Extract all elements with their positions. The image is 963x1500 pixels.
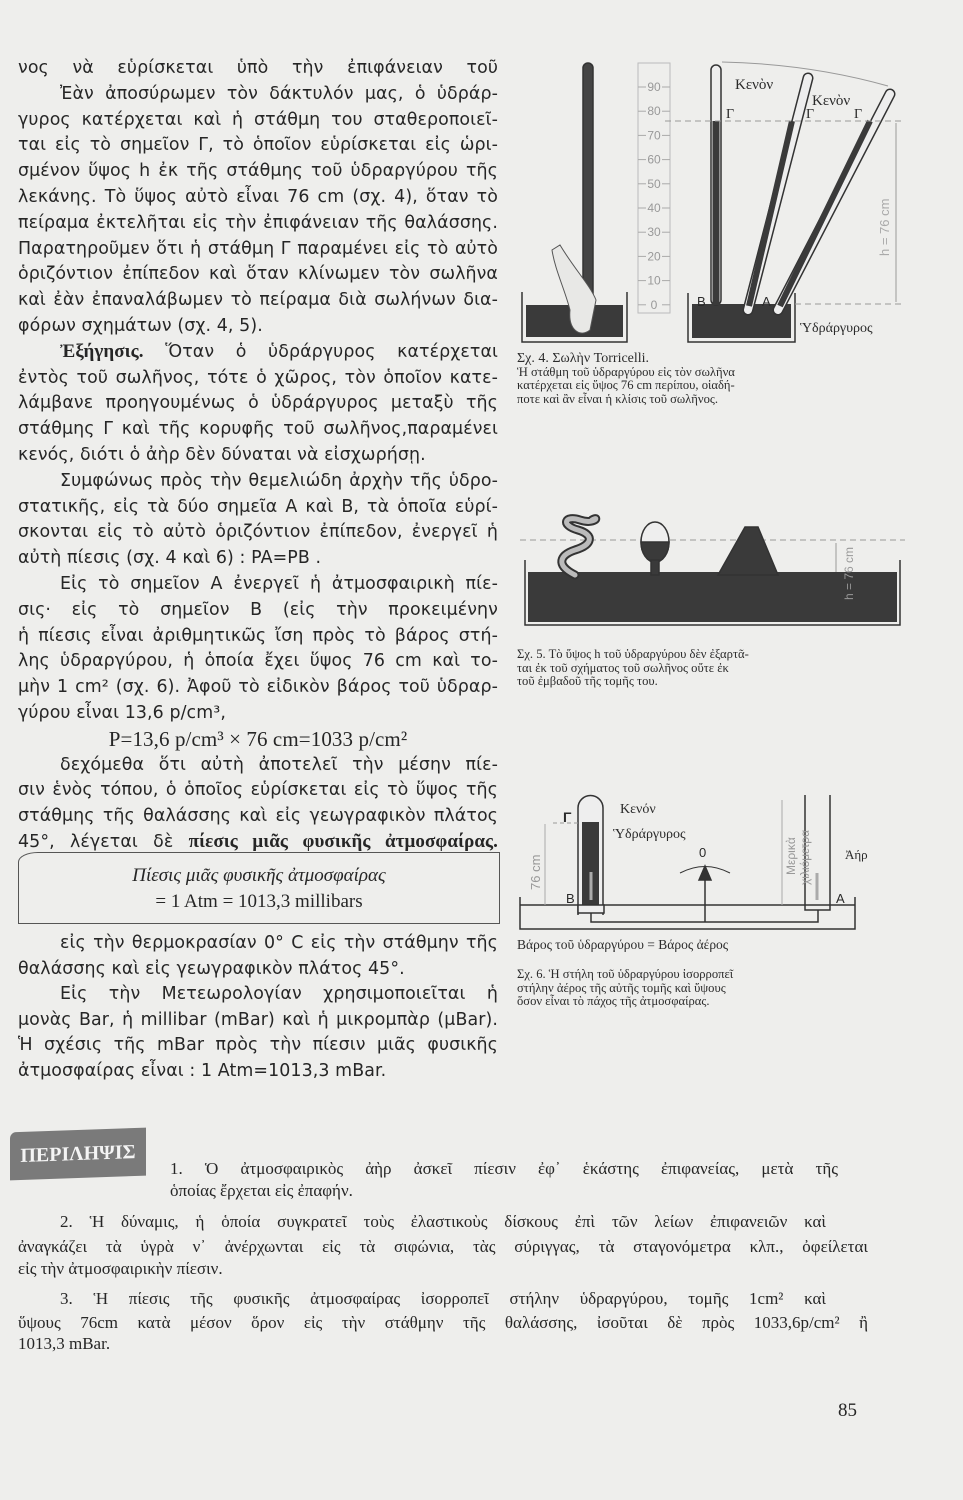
scale-label: 10 — [647, 273, 661, 288]
fig4-height-label: h = 76 cm — [877, 198, 892, 256]
scale-label: 60 — [647, 152, 661, 167]
fig6-gamma-label: Γ — [563, 809, 572, 825]
text-line: γυρος κατέρχεται καὶ ἡ στάθμη του σταθεροποιεῖ- — [18, 109, 498, 130]
text-line: Παρατηροῦμεν ὅτι ἡ στάθμη Γ παραμένει εἰς τὸ αὐτὸ — [18, 238, 498, 259]
summary-line: ὁποίας ἔρχεται εἰς ἐπαφήν. — [170, 1181, 353, 1200]
fig4-caption-title: Σχ. 4. Σωλὴν Torricelli. — [517, 351, 650, 366]
text-line: στατικῆς, εἰς τὰ δύο σημεῖα Α καὶ Β, τὰ ὁποῖα εὑρί- — [18, 496, 498, 517]
text-line: Ἐὰν ἀποσύρωμεν τὸν δάκτυλόν μας, ὁ ὑδράρ- — [60, 83, 498, 104]
text-line: δεχόμεθα ὅτι αὐτὴ ἀποτελεῖ τὴν μέσην πίε- — [60, 754, 498, 775]
text-line: P=13,6 p/cm³ × 76 cm=1033 p/cm² — [108, 726, 408, 751]
fig6-zero-label: 0 — [699, 845, 707, 860]
summary-line: 1013,3 mBar. — [18, 1334, 111, 1353]
summary-line: ἀναγκάζει τὰ ὑγρὰ ν᾽ ἀνέρχωνται εἰς τὰ σιφώνια, τὰς σύριγγας, τὰ σταγονόμετρα κλπ., ὀφείλεται — [18, 1237, 868, 1256]
text-line: σις· εἰς τὸ σημεῖον Β (εἰς τὴν προκειμένην — [18, 599, 498, 620]
text-line: στάθμης Γ καὶ τῆς κορυφῆς τοῦ σωλῆνος,παραμένει — [18, 419, 498, 440]
fig6-point-b: B — [566, 891, 575, 906]
text-line: ὁριζόντιον ἐπίπεδον καὶ ὅταν κλίνωμεν τὸν σωλῆνα — [18, 264, 498, 285]
fig4-mercury-label: Ὑδράργυρος — [800, 321, 873, 336]
summary-line: 3. Ἡ πίεσις τῆς φυσικῆς ἀτμοσφαίρας ἰσορροπεῖ στήλην ὑδραργύρου, τομῆς 1cm² καὶ — [60, 1289, 826, 1308]
summary-line: 1. Ὁ ἀτμοσφαιρικὸς ἀὴρ ἀσκεῖ πίεσιν ἐφ᾽ ἑκάστης ἐπιφανείας, μετὰ τῆς — [170, 1159, 838, 1178]
text-line: λης ὑδραργύρου, ἡ ὁποία ἔχει ὕψος 76 cm καὶ το- — [18, 651, 498, 672]
scale-label: 70 — [647, 128, 661, 143]
text-line: Ἡ σχέσις τῆς mBar πρὸς τὴν πίεσιν μιᾶς φυσικῆς — [18, 1035, 498, 1056]
fig6-vacuum-label: Κενόν — [620, 802, 656, 817]
fig6-equation: Βάρος τοῦ ὑδραργύρου = Βάρος ἀέρος — [517, 937, 729, 952]
fig4-gamma-label: Γ — [726, 107, 735, 122]
scale-label: 90 — [647, 80, 661, 94]
text-line: ται εἰς τὸ σημεῖον Γ, τὸ ὁποῖον εὑρίσκεται εἰς ὡρι- — [18, 135, 498, 156]
text-line: Συμφώνως πρὸς τὴν θεμελιώδη ἀρχὴν τῆς ὑδρο- — [60, 470, 498, 491]
summary-line: 2. Ἡ δύναμις, ἡ ὁποία συγκρατεῖ τοὺς ἐλαστικοὺς δίσκους ἐπὶ τῶν λείων ἐπιφανειῶν καὶ — [60, 1212, 826, 1231]
page-number: 85 — [838, 1400, 857, 1421]
bold-term: πίεσις μιᾶς φυσικῆς ἀτμοσφαίρας. — [188, 831, 498, 852]
text-line: Εἰς τὴν Μετεωρολογίαν χρησιμοποιεῖται ἡ — [60, 984, 498, 1005]
text-segment: 45°, λέγεται δὲ — [18, 832, 189, 852]
text-line: ἀτμοσφαίρας εἶναι : 1 Atm=1013,3 mBar. — [18, 1061, 387, 1081]
fig4-vacuum-label-1: Κενὸν — [735, 77, 774, 93]
fig6-height-label: 76 cm — [528, 854, 543, 890]
text-line: στάθμης τῆς θαλάσσης καὶ εἰς γεωγραφικὸν πλάτος — [18, 806, 498, 827]
fig6-km-label-2: χιλιόμετρα — [798, 829, 812, 885]
fig4-point-b: B — [697, 294, 706, 309]
fig6-mercury-label: Ὑδράργυρος — [613, 827, 686, 842]
fig6-air-label: Ἀήρ — [845, 847, 868, 862]
fig4-caption-line: κατέρχεται εἰς ὕψος 76 cm περίπου, οἱαδή- — [517, 378, 735, 392]
fig4-vacuum-label-2: Κενὸν — [812, 93, 851, 109]
fig5-height-label: h = 76 cm — [842, 546, 856, 600]
text-line: αὐτὴ πίεσις (σχ. 4 καὶ 6) : PA=PB . — [18, 548, 322, 569]
fig4-caption-line: ποτε καὶ ἂν εἶναι ἡ κλίσις τοῦ σωλῆνος. — [517, 391, 718, 406]
text-line: εἰς τὴν θερμοκρασίαν 0° C εἰς τὴν στάθμην τῆς — [60, 933, 498, 953]
fig6-caption-line: στήλην ἀέρος τῆς αὐτῆς τομῆς καὶ ὕψους — [517, 980, 726, 995]
scale-label: 0 — [650, 297, 658, 312]
fig5-caption-line: τοῦ ἐμβαδοῦ τῆς τομῆς του. — [517, 674, 658, 688]
fig6-caption-line: ὅσον εἶναι τὸ πάχος τῆς ἀτμοσφαίρας. — [517, 994, 710, 1008]
text-line: μὴν 1 cm² (σχ. 6). Ἀφοῦ τὸ εἰδικὸν βάρος τοῦ ὑδραρ- — [18, 677, 498, 698]
text-line: μονὰς Bar, ἡ millibar (mBar) καὶ ἡ μικρομπὰρ (μBar). — [18, 1009, 498, 1030]
fig4-gamma-label: Γ — [854, 107, 863, 122]
text-line: ἡ πίεσις εἶναι ἀριθμητικῶς ἴση πρὸς τὸ βάρος στή- — [18, 625, 498, 646]
fig6-km-label-1: Μερικὰ — [784, 837, 798, 875]
text-line: ἐντὸς τοῦ σωλῆνος, τότε ὁ χῶρος, τὸν ὁποῖον κατε- — [18, 367, 498, 388]
text-line: κενός, διότι ὁ ἀὴρ δὲν δύναται νὰ εἰσχωρήσῃ. — [18, 445, 426, 465]
text-line: Εἰς τὸ σημεῖον Α ἐνεργεῖ ἡ ἀτμοσφαιρικὴ πίε- — [60, 574, 498, 594]
text-line: γύρου εἶναι 13,6 p/cm³, — [18, 703, 226, 723]
scale-label: 80 — [647, 104, 661, 119]
text-line: σιν ἑνὸς τόπου, ὁ ὁποῖος εὑρίσκεται εἰς τὸ ὕψος τῆς — [18, 780, 498, 801]
fig4-gamma-label: Γ — [806, 107, 815, 122]
scale-label: 40 — [647, 201, 661, 215]
text-line: λάμβανε προηγουμένως ὁ ὑδράργυρος μεταξὺ τῆς — [18, 393, 498, 414]
text-line: σκονται εἰς τὸ αὐτὸ ὁριζόντιον ἐπίπεδον, ἐνεργεῖ ἡ — [18, 522, 498, 543]
summary-line: ὕψους 76cm κατὰ μέσον ὅρον εἰς τὴν στάθμην τῆς θαλάσσης, ἰσοῦται δὲ πρὸς 1033,6p/cm² ἢ — [18, 1313, 868, 1332]
bold-term: Ἐξήγησις. — [60, 340, 144, 362]
text-line: λεκάνης. Τὸ ὕψος αὐτὸ εἶναι 76 cm (σχ. 4), ὅταν τὸ — [18, 187, 498, 207]
fig4-caption — [517, 352, 735, 406]
fig5-caption-line: Σχ. 5. Τὸ ὕψος h τοῦ ὑδραργύρου δὲν ἐξαρτᾶ- — [517, 647, 749, 661]
text-line: νος νὰ εὑρίσκεται ὑπὸ τὴν ἐπιφάνειαν τοῦ — [18, 58, 498, 78]
text-segment: Ὅταν ὁ ὑδράργυρος κατέρχεται — [143, 341, 498, 362]
text-line: καὶ ἐὰν ἐπαναλάβωμεν τὸ πείραμα διὰ σωλήνων δια- — [18, 290, 498, 311]
scale-label: 20 — [647, 249, 661, 264]
fig6-point-a: A — [836, 891, 845, 906]
fig5-caption — [517, 648, 749, 689]
fig4-scale — [638, 80, 670, 312]
summary-line: εἰς τὴν ἀτμοσφαιρικὴν πίεσιν. — [18, 1259, 223, 1278]
fig6-caption — [517, 968, 733, 1009]
text-line: θαλάσσης καὶ εἰς γεωγραφικὸν πλάτος 45°. — [18, 958, 405, 979]
scale-label: 50 — [647, 176, 661, 191]
fig4-caption-line: Ἡ στάθμη τοῦ ὑδραργύρου εἰς τὸν σωλῆνα — [517, 364, 735, 379]
definition-line-2: = 1 Atm = 1013,3 millibars — [155, 891, 363, 912]
fig5-caption-line: ται ἐκ τοῦ σχήματος τοῦ σωλῆνος οὔτε ἐκ — [517, 660, 729, 675]
fig6-caption-line: Σχ. 6. Ἡ στήλη τοῦ ὑδραργύρου ἰσορροπεῖ — [517, 967, 734, 981]
scale-label: 30 — [647, 225, 661, 240]
text-line: πείραμα ἐκτελῆται εἰς τὴν ἐπιφάνειαν τῆς θαλάσσης. — [18, 212, 498, 233]
summary-badge: ΠΕΡΙΛΗΨΙΣ — [10, 1128, 146, 1181]
definition-line-1: Πίεσις μιᾶς φυσικῆς ἀτμοσφαίρας — [132, 865, 386, 886]
text-line: σμένον ὕψος h ἐκ τῆς στάθμης τοῦ ὑδραργύρου τῆς — [18, 161, 498, 182]
text-line: φόρων σχημάτων (σχ. 4, 5). — [18, 316, 263, 336]
fig4-point-a: A — [762, 294, 771, 309]
